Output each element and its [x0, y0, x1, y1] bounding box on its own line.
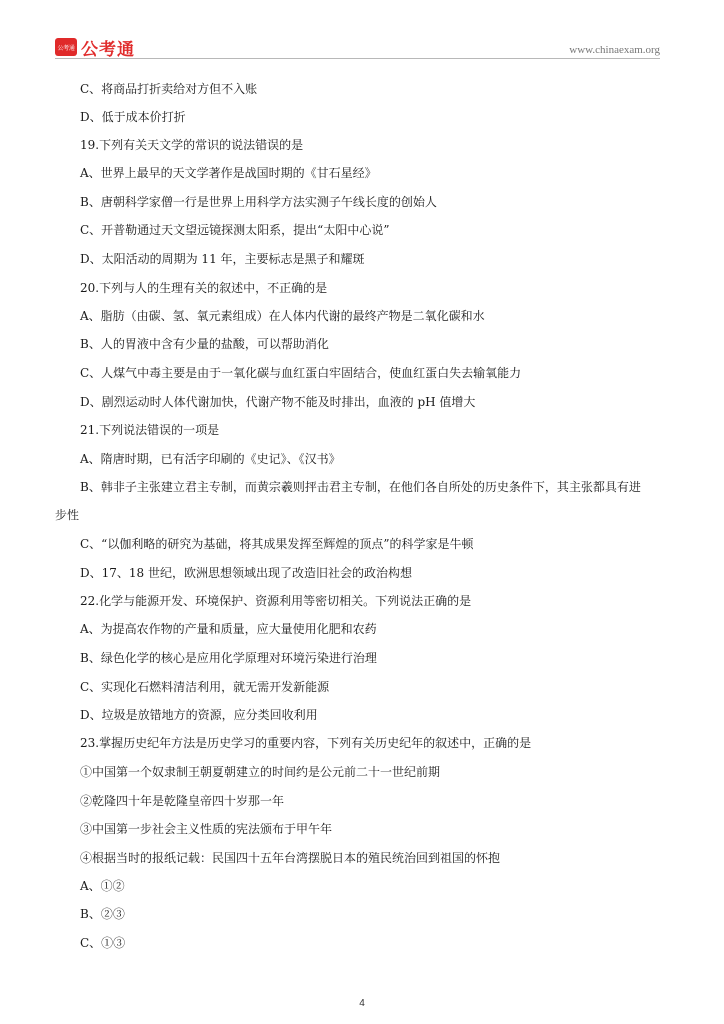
text-line: D、太阳活动的周期为 11 年，主要标志是黑子和耀斑 [80, 252, 365, 266]
text-line: C、“以伽利略的研究为基础，将其成果发挥至辉煌的顶点”的科学家是牛顿 [80, 537, 474, 551]
question-22: 22.化学与能源开发、环境保护、资源利用等密切相关。下列说法正确的是 [80, 594, 472, 608]
site-url: www.chinaexam.org [569, 44, 660, 56]
text-line: 步性 [55, 508, 80, 522]
text-line: C、将商品打折卖给对方但不入账 [80, 82, 258, 96]
header-divider [55, 58, 660, 59]
text-line: A、为提高农作物的产量和质量，应大量使用化肥和农药 [80, 622, 377, 636]
text-line: B、人的胃液中含有少量的盐酸，可以帮助消化 [80, 337, 329, 351]
question-19: 19.下列有关天文学的常识的说法错误的是 [80, 138, 304, 152]
text-line: D、垃圾是放错地方的资源，应分类回收利用 [80, 708, 318, 722]
question-21: 21.下列说法错误的一项是 [80, 423, 220, 437]
text-line: C、人煤气中毒主要是由于一氧化碳与血红蛋白牢固结合，使血红蛋白失去输氧能力 [80, 366, 522, 380]
text-line: A、脂肪（由碳、氢、氧元素组成）在人体内代谢的最终产物是二氧化碳和水 [80, 309, 485, 323]
text-line: ①中国第一个奴隶制王朝夏朝建立的时间约是公元前二十一世纪前期 [80, 765, 441, 779]
text-line: C、实现化石燃料清洁利用，就无需开发新能源 [80, 680, 330, 694]
text-line: A、隋唐时期，已有活字印刷的《史记》、《汉书》 [80, 452, 341, 466]
question-20: 20.下列与人的生理有关的叙述中，不正确的是 [80, 281, 328, 295]
text-line: B、唐朝科学家僧一行是世界上用科学方法实测子午线长度的创始人 [80, 195, 437, 209]
text-line: C、开普勒通过天文望远镜探测太阳系，提出“太阳中心说” [80, 223, 390, 237]
text-line: D、17、18 世纪，欧洲思想领域出现了改造旧社会的政治构想 [80, 566, 412, 580]
page-number: 4 [359, 998, 365, 1009]
logo [55, 36, 135, 58]
text-line: A、①② [80, 879, 125, 893]
text-line: ③中国第一步社会主义性质的宪法颁布于甲午年 [80, 822, 333, 836]
logo-text: 公考通 [81, 39, 135, 60]
logo-badge: 公考通 [55, 38, 77, 56]
text-line: D、低于成本价打折 [80, 110, 186, 124]
text-line: A、世界上最早的天文学著作是战国时期的《甘石星经》 [80, 166, 377, 180]
text-line: C、①③ [80, 936, 126, 950]
text-line: B、绿色化学的核心是应用化学原理对环境污染进行治理 [80, 651, 377, 665]
text-line: B、韩非子主张建立君主专制，而黄宗羲则抨击君主专制，在他们各自所处的历史条件下，其主张都具有进 [80, 480, 641, 494]
page-header [0, 0, 724, 60]
text-line: ②乾隆四十年是乾隆皇帝四十岁那一年 [80, 794, 285, 808]
question-23: 23.掌握历史纪年方法是历史学习的重要内容，下列有关历史纪年的叙述中，正确的是 [80, 736, 532, 750]
text-line: B、②③ [80, 907, 125, 921]
text-line: ④根据当时的报纸记载：民国四十五年台湾摆脱日本的殖民统治回到祖国的怀抱 [80, 851, 501, 865]
text-line: D、剧烈运动时人体代谢加快，代谢产物不能及时排出，血液的 pH 值增大 [80, 395, 476, 409]
